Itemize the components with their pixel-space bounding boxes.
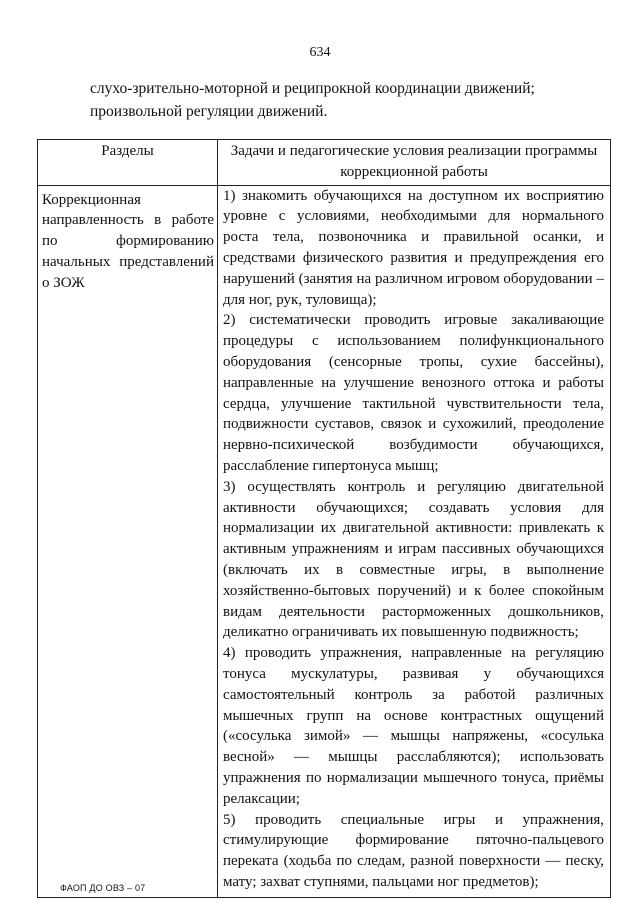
task-text: 5) проводить специальные игры и упражнения, стимулирующие формирование пяточно-пальцевого переката (ходьба по следам, разной поверхности — песку, мату; захват ступнями, пальцами ног предметов); <box>223 811 604 890</box>
intro-text <box>90 77 560 123</box>
intro-line: произвольной регуляции движений. <box>90 103 328 120</box>
task-text: 2) систематически проводить игровые закаливающие процедуры с использованием полифункционального оборудования (сенсорные тропы, сухие бассейны), направленные на улучшение венозного оттока и работы сердца, улучшение тактильной чувствительности тела, подвижности суставов, связок и сухожилий, преодоление нервно-психической возбудимости обучающихся, расслабление гипертонуса мышц; <box>223 312 604 474</box>
task-text: 1) знакомить обучающихся на доступном их восприятию уровне с условиями, необходимыми для нормального роста тела, позвоночника и правильной осанки, и средствами физического развития и предупреждения его нарушений (занятия на различном игровом оборудовании – для ног, рук, туловища); <box>223 187 604 308</box>
intro-line: слухо-зрительно-моторной и реципрокной координации движений; <box>90 80 535 97</box>
task-text: 4) проводить упражнения, направленные на регуляцию тонуса мускулатуры, развивая у обучающихся самостоятельный контроль за работой различных мышечных групп на основе контрастных ощущений («сосулька зимой» — мышцы напряжены, «сосулька весной» — мышцы расслабляются); использовать упражнения по нормализации мышечного тонуса, приёмы релаксации; <box>223 645 604 807</box>
task-item <box>223 310 604 476</box>
section-title: Коррекционная направленность в работе по формированию начальных представлений о ЗОЖ <box>38 185 218 897</box>
tasks-cell <box>218 185 611 897</box>
program-table <box>37 139 611 898</box>
table-header-row <box>38 140 611 186</box>
task-item <box>223 643 604 809</box>
task-item <box>223 477 604 643</box>
task-item <box>223 810 604 893</box>
task-text: 3) осуществлять контроль и регуляцию двигательной активности обучающихся; создавать условия для нормализации их двигательной активности: привлекать к активным упражнениям и играм пассивных обучающихся (включать их в совместные игры, в выполнение хозяйственно-бытовых поручений) и к более спокойным видам деятельности расторможенных дошкольников, деликатно ограничивать их повышенную подвижность; <box>223 478 604 641</box>
header-tasks: Задачи и педагогические условия реализации программы коррекционной работы <box>218 140 611 186</box>
table-row <box>38 185 611 897</box>
page-number: 634 <box>309 45 331 60</box>
header-sections: Разделы <box>38 140 218 186</box>
document-code: ФАОП ДО ОВЗ – 07 <box>60 883 146 893</box>
task-item <box>223 186 604 311</box>
